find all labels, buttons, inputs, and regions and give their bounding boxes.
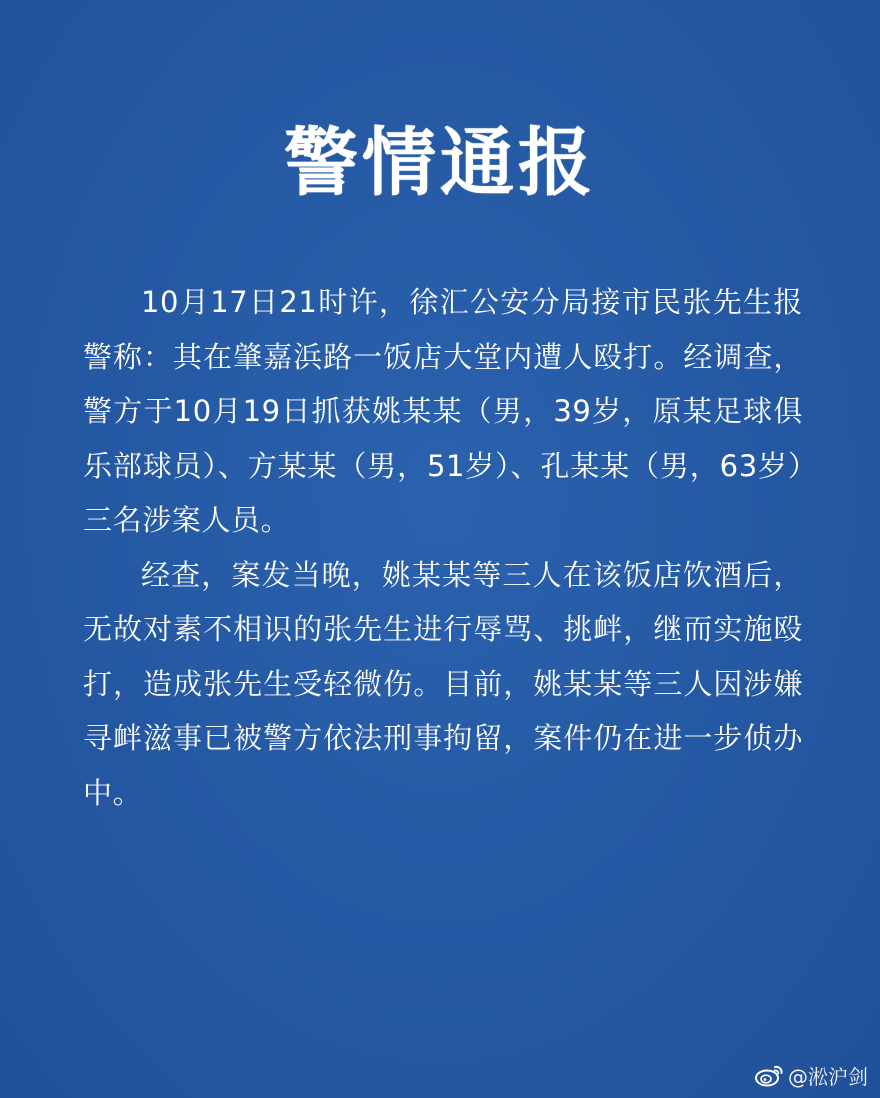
notice-paragraph-1: 10月17日21时许，徐汇公安分局接市民张先生报警称：其在肇嘉浜路一饭店大堂内遭人殴打。经调查，警方于10月19日抓获姚某某（男，39岁，原某足球俱乐部球员）、方某某（男，51岁）、孔某某（男，63岁）三名涉案人员。	[83, 285, 803, 537]
watermark-handle: @淞沪剑	[788, 1064, 868, 1089]
notice-title: 警情通报	[284, 120, 596, 206]
weibo-icon	[754, 1063, 784, 1087]
weibo-watermark	[754, 1060, 868, 1090]
notice-paragraph-2: 经查，案发当晚，姚某某等三人在该饭店饮酒后，无故对素不相识的张先生进行辱骂、挑衅，继而实施殴打，造成张先生受轻微伤。目前，姚某某等三人因涉嫌寻衅滋事已被警方依法刑事拘留，案件仍在进一步侦办中。	[83, 557, 803, 810]
notice-body	[83, 275, 803, 820]
